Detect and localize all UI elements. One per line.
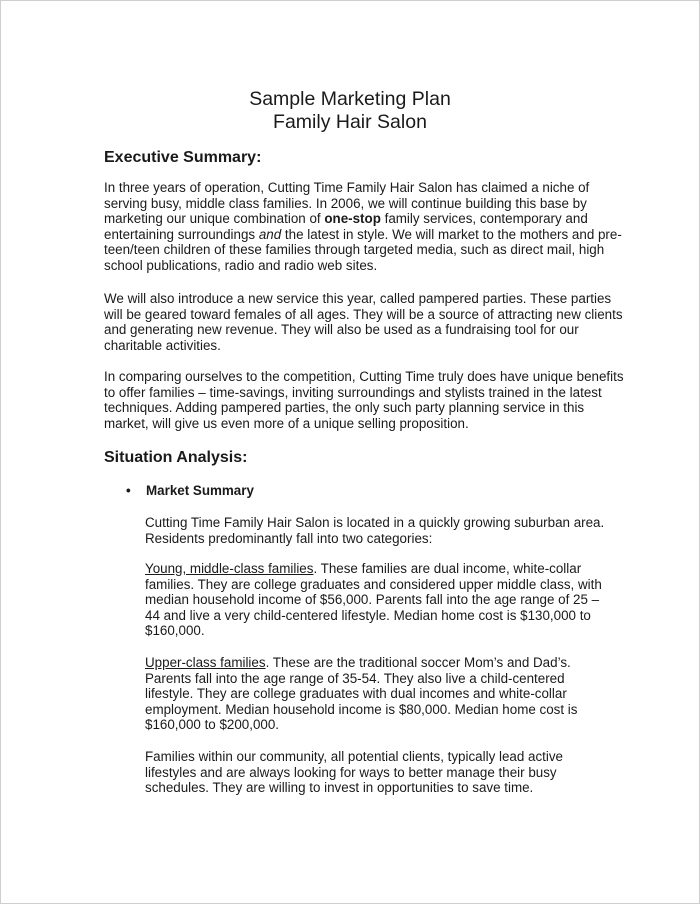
young-families-paragraph bbox=[145, 561, 615, 639]
situation-analysis-heading: Situation Analysis: bbox=[104, 449, 248, 466]
exec-p1-text-c: the latest in style. We will market to the mothers and pre-teen/teen children of these families through targeted media, such as direct mail, high school publications, radio and radio web sites. bbox=[104, 226, 622, 273]
exec-p1-bold: one-stop bbox=[324, 211, 381, 227]
upper-class-paragraph bbox=[145, 655, 615, 733]
executive-summary-paragraph-2: We will also introduce a new service this year, called pampered parties. These parties will be geared toward females of all ages. They will be a source of attracting new clients and generating new revenue. They will also be used as a fundraising tool for our charitable activities. bbox=[104, 291, 623, 353]
bullet-icon: • bbox=[126, 483, 131, 498]
exec-p1-text-b: family services, contemporary and entertaining surroundings bbox=[104, 211, 588, 242]
executive-summary-heading: Executive Summary: bbox=[104, 149, 262, 166]
upper-class-text: . These are the traditional soccer Mom’s and Dad’s. Parents fall into the age range of 35-54. They also live a child-centered lifestyle. They are college graduates with dual incomes and white-collar employment. Median household income is $80,000. Median home cost is $160,000 to $200,000. bbox=[145, 655, 578, 733]
document-title: Sample Marketing Plan bbox=[249, 88, 451, 110]
young-families-text: . These families are dual income, white-collar families. They are college graduates and considered upper middle class, with median household income of $56,000. Parents fall into the age range of 25 – 44 and live a very child-centered lifestyle. Median home cost is $130,000 to $160,000. bbox=[145, 561, 602, 639]
market-summary-label: Market Summary bbox=[146, 483, 254, 498]
young-families-label: Young, middle-class families bbox=[145, 561, 314, 576]
executive-summary-paragraph-1 bbox=[104, 180, 624, 274]
document-subtitle: Family Hair Salon bbox=[273, 111, 427, 133]
exec-p1-italic: and bbox=[258, 226, 282, 242]
community-paragraph: Families within our community, all potential clients, typically lead active lifestyles and are always looking for ways to better manage their busy schedules. They are willing to invest in opportunities to save time. bbox=[145, 749, 564, 796]
executive-summary-paragraph-3: In comparing ourselves to the competition, Cutting Time truly does have unique benefits to offer families – time-savings, inviting surroundings and stylists trained in the latest techniques. Adding pampered parties, the only such party planning service in this market, will give us even more of a unique selling proposition. bbox=[104, 369, 624, 431]
market-intro-paragraph: Cutting Time Family Hair Salon is located in a quickly growing suburban area. Residents predominantly fall into two categories: bbox=[145, 515, 605, 546]
upper-class-label: Upper-class families bbox=[145, 655, 266, 670]
exec-p1-text-a: In three years of operation, Cutting Time Family Hair Salon has claimed a niche of serving busy, middle class families. In 2006, we will continue building this base by marketing our unique combination of bbox=[104, 180, 590, 227]
market-summary-bullet bbox=[126, 483, 254, 499]
